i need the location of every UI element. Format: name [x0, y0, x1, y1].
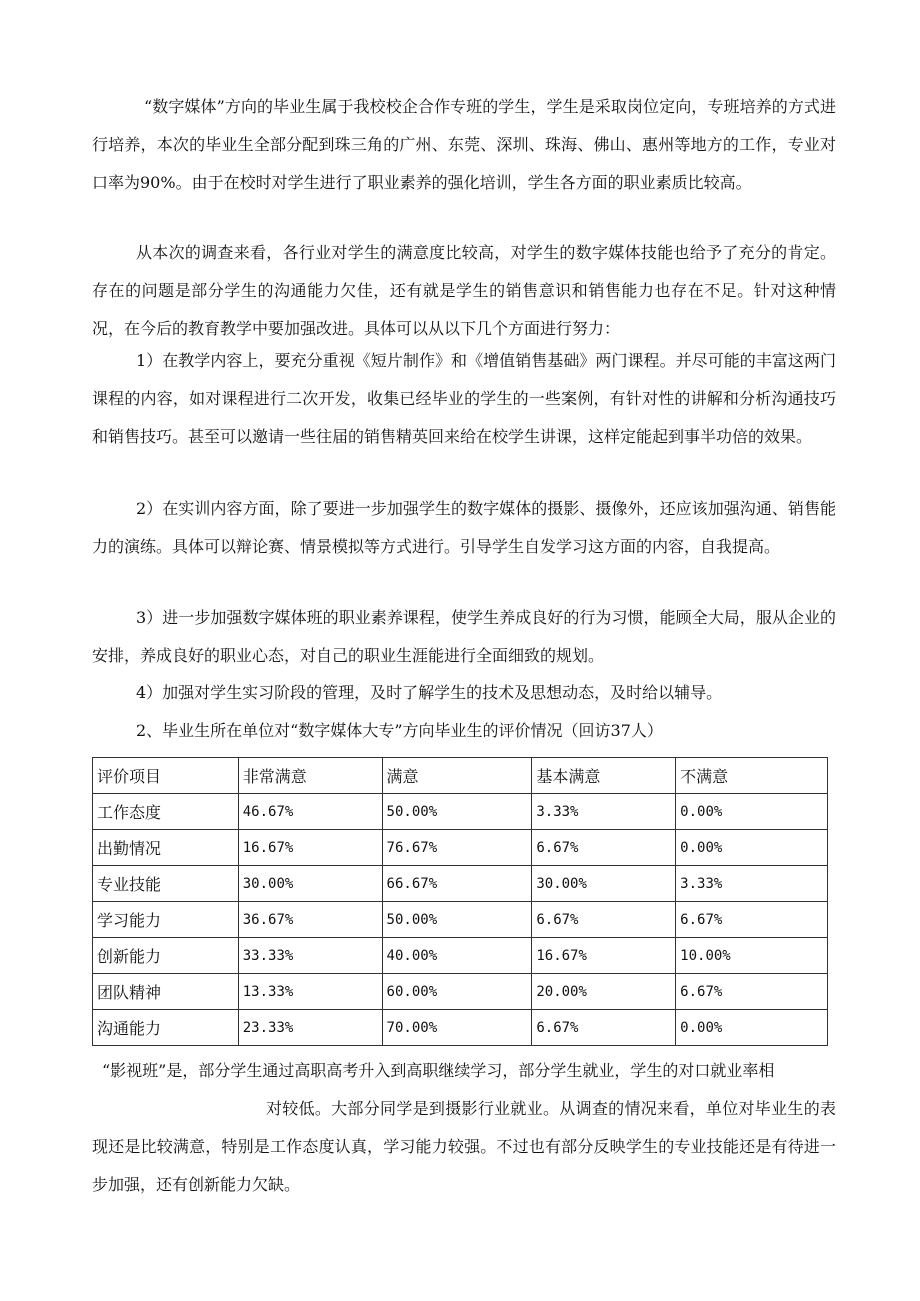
- table-cell: 16.67%: [532, 938, 676, 974]
- table-cell: 50.00%: [382, 794, 532, 830]
- evaluation-table: [92, 757, 828, 1046]
- table-row: [93, 794, 828, 830]
- paragraph-point-3: 3）进一步加强数字媒体班的职业素养课程，使学生养成良好的行为习惯，能顾全大局，服从企业的安排，养成良好的职业心态，对自己的职业生涯能进行全面细致的规划。: [92, 608, 836, 665]
- paragraph-film-class-line1: “影视班”是，部分学生通过高职高考升入到高职继续学习，部分学生就业，学生的对口就业率相: [102, 1061, 775, 1080]
- table-cell: 36.67%: [238, 902, 382, 938]
- paragraph-point-2: 2）在实训内容方面，除了要进一步加强学生的数字媒体的摄影、摄像外，还应该加强沟通、销售能力的演练。具体可以辩论赛、情景模拟等方式进行。引导学生自发学习这方面的内容，自我提高。: [92, 499, 836, 556]
- table-row: [93, 938, 828, 974]
- table-row: [93, 1010, 828, 1046]
- table-row: [93, 974, 828, 1010]
- table-cell: 6.67%: [532, 902, 676, 938]
- header-cell: 评价项目: [93, 758, 239, 794]
- table-cell: 0.00%: [676, 830, 828, 866]
- table-cell: 60.00%: [382, 974, 532, 1010]
- table-header-row: [93, 758, 828, 794]
- row-label: 出勤情况: [93, 830, 239, 866]
- table-cell: 6.67%: [676, 902, 828, 938]
- table-row: [93, 866, 828, 902]
- paragraph-point-1: 1）在教学内容上，要充分重视《短片制作》和《增值销售基础》两门课程。并尽可能的丰富这两门课程的内容，如对课程进行二次开发，收集已经毕业的学生的一些案例，有针对性的讲解和分析沟通技巧和销售技巧。甚至可以邀请一些往届的销售精英回来给在校学生讲课，这样定能起到事半功倍的效果。: [92, 351, 836, 446]
- table-cell: 50.00%: [382, 902, 532, 938]
- row-label: 专业技能: [93, 866, 239, 902]
- table-cell: 6.67%: [532, 830, 676, 866]
- table-cell: 3.33%: [532, 794, 676, 830]
- row-label: 工作态度: [93, 794, 239, 830]
- table-cell: 30.00%: [532, 866, 676, 902]
- table-cell: 13.33%: [238, 974, 382, 1010]
- table-cell: 3.33%: [676, 866, 828, 902]
- table-row: [93, 902, 828, 938]
- header-cell: 基本满意: [532, 758, 676, 794]
- table-cell: 76.67%: [382, 830, 532, 866]
- header-cell: 非常满意: [238, 758, 382, 794]
- row-label: 创新能力: [93, 938, 239, 974]
- table-cell: 46.67%: [238, 794, 382, 830]
- table-cell: 0.00%: [676, 1010, 828, 1046]
- table-row: [93, 830, 828, 866]
- table-cell: 20.00%: [532, 974, 676, 1010]
- table-cell: 30.00%: [238, 866, 382, 902]
- header-cell: 不满意: [676, 758, 828, 794]
- paragraph-film-class-rest: 对较低。大部分同学是到摄影行业就业。从调查的情况来看，单位对毕业生的表现还是比较满意，特别是工作态度认真，学习能力较强。不过也有部分反映学生的专业技能还是有待进一步加强，还有创新能力欠缺。: [92, 1099, 836, 1194]
- paragraph-digital-media-intro: “数字媒体”方向的毕业生属于我校校企合作专班的学生，学生是采取岗位定向，专班培养的方式进行培养，本次的毕业生全部分配到珠三角的广州、东莞、深圳、珠海、佛山、惠州等地方的工作，专业对口率为90%。由于在校时对学生进行了职业素养的强化培训，学生各方面的职业素质比较高。: [92, 97, 836, 192]
- table-cell: 70.00%: [382, 1010, 532, 1046]
- row-label: 团队精神: [93, 974, 239, 1010]
- table-cell: 16.67%: [238, 830, 382, 866]
- table-cell: 6.67%: [532, 1010, 676, 1046]
- paragraph-survey-summary: 从本次的调查来看，各行业对学生的满意度比较高，对学生的数字媒体技能也给予了充分的肯定。存在的问题是部分学生的沟通能力欠佳，还有就是学生的销售意识和销售能力也存在不足。针对这种情况，在今后的教育教学中要加强改进。具体可以从以下几个方面进行努力：: [92, 243, 836, 338]
- row-label: 学习能力: [93, 902, 239, 938]
- table-cell: 23.33%: [238, 1010, 382, 1046]
- table-caption: 2、毕业生所在单位对“数字媒体大专”方向毕业生的评价情况（回访37人）: [136, 721, 663, 740]
- table-cell: 40.00%: [382, 938, 532, 974]
- header-cell: 满意: [382, 758, 532, 794]
- paragraph-point-4: 4）加强对学生实习阶段的管理，及时了解学生的技术及思想动态，及时给以辅导。: [136, 683, 723, 702]
- table-cell: 66.67%: [382, 866, 532, 902]
- table-cell: 10.00%: [676, 938, 828, 974]
- row-label: 沟通能力: [93, 1010, 239, 1046]
- table-cell: 33.33%: [238, 938, 382, 974]
- table-cell: 0.00%: [676, 794, 828, 830]
- table-cell: 6.67%: [676, 974, 828, 1010]
